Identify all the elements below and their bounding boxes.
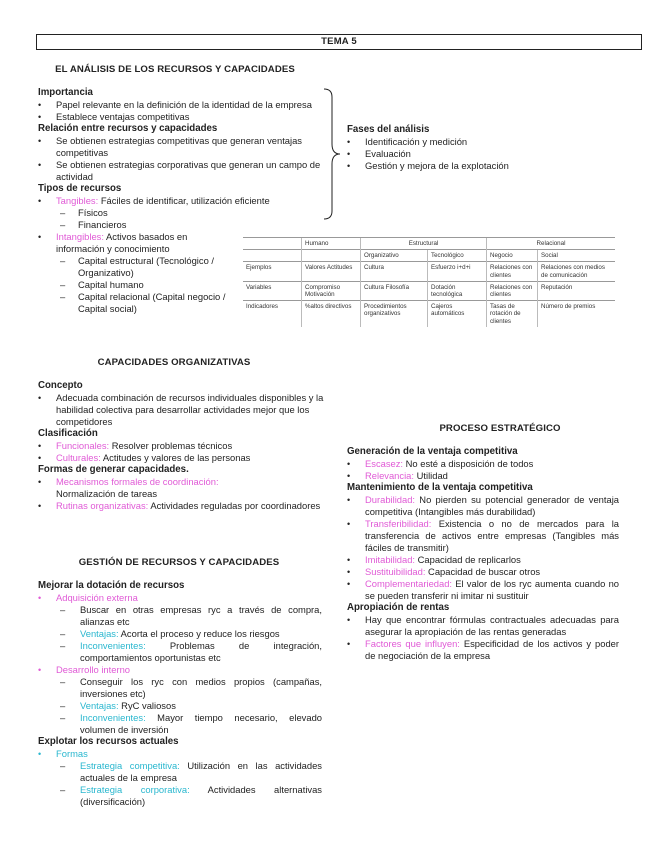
table-row [243,250,615,262]
page-title: TEMA 5 [36,34,642,50]
list-item [347,470,619,482]
label-transferibilidad: Transferibilidad: [365,518,432,529]
section-fases [347,124,619,172]
list-item [38,500,328,512]
heading-relacion: Relación entre recursos y capacidades [38,123,218,134]
list-item [347,518,619,554]
list-item: • Evaluación [347,148,619,160]
table-cell: %altos directivos [302,301,361,327]
table-cell: Número de premios [538,301,616,327]
list-item [347,554,619,566]
heading-formas: Formas de generar capacidades. [38,464,189,475]
table-row [243,301,615,327]
list-item: • Se obtienen estrategias competitivas que generan ventajas competitivas [38,135,328,159]
text-factores: Especificidad de los activos y poder de negociación de la empresa [365,638,619,661]
table-subheader: Organizativo [361,250,428,262]
section-title-analisis: EL ANÁLISIS DE LOS RECURSOS Y CAPACIDADES [55,64,295,75]
list-item [38,628,322,640]
list-item-capital-humano: – Capital humano [38,279,328,291]
section-title-capacidades: CAPACIDADES ORGANIZATIVAS [97,357,251,368]
heading-mantenimiento: Mantenimiento de la ventaja competitiva [347,482,533,493]
text-durabilidad: No pierden su potencial generador de ventaja competitiva (Intangibles más durabilidad) [365,494,619,517]
heading-apropiacion: Apropiación de rentas [347,602,450,613]
text-inconvenientes: Mayor tiempo necesario, elevado volumen de inversión [80,712,322,735]
label-imitabilidad: Imitabilidad: [365,554,416,565]
capital-table [243,237,615,327]
table-header: Humano [302,238,361,250]
text-imitabilidad: Capacidad de replicarlos [415,554,521,565]
table-cell: Cultura Filosofía [361,281,428,300]
label-ventajas: Ventajas: [80,628,119,639]
text-ventajas: RyC valiosos [118,700,176,711]
table-row-label: Variables [243,281,302,300]
label-estrategia-corporativa: Estrategia corporativa: [80,784,190,795]
table-subheader: Social [538,250,616,262]
table-row [243,238,615,250]
label-tangibles: Tangibles: [56,195,99,206]
table-cell: Dotación tecnológica [428,281,487,300]
section-gestion [38,580,322,808]
list-item-capital-estructural: – Capital estructural (Tecnológico / Organizativo) [38,255,248,279]
table-subheader: Negocio [487,250,538,262]
text-escasez: No esté a disposición de todos [403,458,534,469]
list-item: • Papel relevante en la definición de la identidad de la empresa [38,99,328,111]
label-escasez: Escasez: [365,458,404,469]
list-item-intangibles [38,231,228,255]
label-factores: Factores que influyen: [365,638,460,649]
list-item [38,712,322,736]
list-item [38,640,322,664]
list-item: – Buscar en otras empresas ryc a través de compra, alianzas etc [38,604,322,628]
section-title-gestion: GESTIÓN DE RECURSOS Y CAPACIDADES [78,557,280,568]
list-item: • Gestión y mejora de la explotación [347,160,619,172]
table-cell [243,250,302,262]
table-cell: Cultura [361,262,428,281]
text-intangibles: Activos basados en información y conocimiento [56,231,188,254]
list-item-formas: • Formas [38,748,322,760]
table-cell: Cajeros automáticos [428,301,487,327]
label-relevancia: Relevancia: [365,470,414,481]
list-item [347,458,619,470]
text-ventajas: Acorta el proceso y reduce los riesgos [118,628,280,639]
table-cell: Reputación [538,281,616,300]
text-funcionales: Resolver problemas técnicos [109,440,233,451]
table-subheader: Tecnológico [428,250,487,262]
heading-generacion: Generación de la ventaja competitiva [347,446,518,457]
heading-importancia: Importancia [38,87,93,98]
table-cell: Procedimientos organizativos [361,301,428,327]
label-ventajas: Ventajas: [80,700,119,711]
section-proceso [347,446,619,662]
brace-icon [322,88,346,220]
label-intangibles: Intangibles: [56,231,104,242]
label-rutinas: Rutinas organizativas: [56,500,149,511]
label-culturales: Culturales: [56,452,101,463]
table-row [243,281,615,300]
list-item: • Adecuada combinación de recursos individuales disponibles y la habilidad colectiva para desarrollar actividades mejor que los competidores [38,392,328,428]
heading-fases: Fases del análisis [347,124,430,135]
list-item-financieros: – Financieros [38,219,328,231]
label-durabilidad: Durabilidad: [365,494,416,505]
table-row [243,262,615,281]
list-item: – Conseguir los ryc con medios propios (campañas, inversiones etc) [38,676,322,700]
list-item: • Se obtienen estrategias corporativas que generan un campo de actividad [38,159,328,183]
list-item [347,494,619,518]
list-item-capital-relacional: – Capital relacional (Capital negocio / Capital social) [38,291,228,315]
list-item-tangibles [38,195,328,207]
list-item [38,760,322,784]
label-inconvenientes: Inconvenientes: [80,712,146,723]
text-relevancia: Utilidad [414,470,448,481]
heading-tipos: Tipos de recursos [38,183,122,194]
list-item: • Identificación y medición [347,136,619,148]
heading-concepto: Concepto [38,380,83,391]
text-estrategia-corporativa: Actividades alternativas (diversificación) [80,784,322,807]
table-row-label: Indicadores [243,301,302,327]
text-mecanismos: Normalización de tareas [56,488,158,499]
text-tangibles: Fáciles de identificar, utilización eficiente [98,195,270,206]
list-item: • Establece ventajas competitivas [38,111,328,123]
table-row-label: Ejemplos [243,262,302,281]
list-item [38,452,328,464]
label-mecanismos: Mecanismos formales de coordinación: [56,476,219,487]
heading-clasificacion: Clasificación [38,428,98,439]
table-cell: Esfuerzo i+d+i [428,262,487,281]
table-cell [302,250,361,262]
label-sustituibilidad: Sustituibilidad: [365,566,426,577]
table-header: Relacional [487,238,616,250]
table-cell: Relaciones con medios de comunicación [538,262,616,281]
table-header: Estructural [361,238,487,250]
list-item [38,440,328,452]
label-estrategia-competitiva: Estrategia competitiva: [80,760,180,771]
text-complementariedad: El valor de los ryc aumenta cuando no se pueden transferir ni imitar ni sustituir [365,578,619,601]
list-item: • Hay que encontrar fórmulas contractuales adecuadas para asegurar la apropiación de las rentas generadas [347,614,619,638]
list-item-adquisicion: • Adquisición externa [38,592,322,604]
table-cell: Valores Actitudes [302,262,361,281]
text-estrategia-competitiva: Utilización en las actividades actuales de la empresa [80,760,322,783]
list-item [347,566,619,578]
text-inconvenientes: Problemas de integración, comportamientos oportunistas etc [80,640,322,663]
heading-mejorar: Mejorar la dotación de recursos [38,580,185,591]
list-item [38,476,328,500]
table-cell [243,238,302,250]
list-item-desarrollo: • Desarrollo interno [38,664,322,676]
table-cell: Relaciones con clientes [487,281,538,300]
table-cell: Tasas de rotación de clientes [487,301,538,327]
label-inconvenientes: Inconvenientes: [80,640,146,651]
list-item [347,638,619,662]
section-capacidades [38,380,328,512]
list-item [38,784,322,808]
heading-explotar: Explotar los recursos actuales [38,736,179,747]
text-culturales: Actitudes y valores de las personas [100,452,251,463]
list-item [347,578,619,602]
label-funcionales: Funcionales: [56,440,110,451]
text-sustituibilidad: Capacidad de buscar otros [425,566,541,577]
table-cell: Relaciones con clientes [487,262,538,281]
section-title-proceso: PROCESO ESTRATÉGICO [439,423,561,434]
label-complementariedad: Complementariedad: [365,578,453,589]
text-rutinas: Actividades reguladas por coordinadores [148,500,321,511]
table-cell: Compromiso Motivación [302,281,361,300]
list-item [38,700,322,712]
text-transferibilidad: Existencia o no de mercados para la transferencia de activos entre empresas (Tangibles más fáciles de transmitir) [365,518,619,553]
list-item-fisicos: – Físicos [38,207,328,219]
